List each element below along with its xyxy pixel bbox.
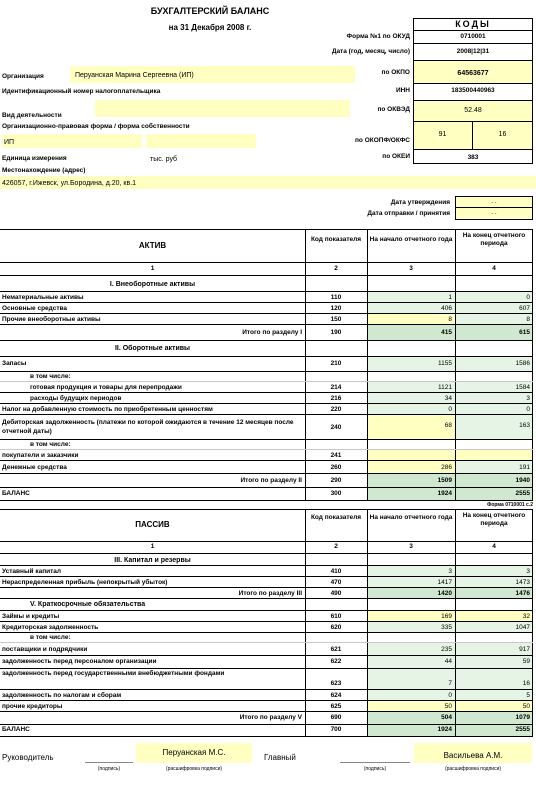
asset-row-label: Итого по разделу II: [240, 477, 302, 484]
liability-row-label: БАЛАНС: [2, 726, 30, 733]
asset-row-label: в том числе:: [30, 373, 71, 380]
liability-row-label: задолженность перед государственными внебюджетными фондами: [2, 670, 225, 677]
inn-value: 183500440963: [451, 87, 495, 94]
asset-row-start: 68: [444, 422, 452, 429]
asset-row-start: 1509: [437, 477, 452, 484]
asset-row-label: Дебиторская задолженность (платежи по которой ожидаются в течение 12 месяцев после отчетной даты): [2, 419, 294, 436]
asset-row-label: БАЛАНС: [2, 490, 30, 497]
asset-row-label: Прочие внеоборотные активы: [2, 316, 101, 323]
liability-row-label: прочие кредиторы: [2, 703, 63, 710]
section-3-title: III. Капитал и резервы: [114, 557, 191, 564]
liability-row-code: 621: [330, 646, 342, 653]
ownership-form-value: ИП: [4, 139, 15, 146]
okfs-value: 16: [498, 131, 507, 138]
asset-row-code: 120: [330, 305, 342, 312]
liability-row-code: 622: [330, 658, 342, 665]
ownership-form-label: Организационно-правовая форма / форма собственности: [2, 123, 190, 130]
liability-row-label: Займы и кредиты: [2, 613, 60, 620]
asset-row-start: 1155: [438, 360, 452, 367]
asset-row-start: 0: [448, 406, 452, 413]
liability-row-code: 610: [330, 613, 342, 620]
approval-date-value: . .: [491, 198, 497, 205]
asset-row-start: 1: [448, 294, 452, 301]
liability-row-code: 625: [330, 703, 342, 710]
liability-row-end: 5: [526, 692, 530, 699]
asset-row-end: 163: [519, 422, 530, 429]
address-label: Местонахождение (адрес): [2, 167, 86, 174]
asset-row-code: 290: [330, 477, 342, 484]
liability-row-code: 470: [330, 579, 342, 586]
chief-sign-caption: (подпись): [363, 766, 387, 772]
asset-row-label: в том числе:: [30, 441, 71, 448]
liability-row-start: 50: [444, 703, 452, 710]
liability-row-end: 32: [522, 613, 530, 620]
date-value: 2008|12|31: [456, 48, 490, 55]
address-value: 426057, г.Ижевск, ул.Бородина, д.20, кв.1: [2, 180, 137, 187]
liability-row-start: 7: [448, 680, 452, 687]
liability-row-label: задолженность перед персоналом организации: [2, 658, 157, 665]
chief-name: Васильева А.М.: [443, 751, 503, 760]
asset-row-code: 110: [330, 294, 342, 301]
asset-row-label: Итого по разделу I: [242, 329, 302, 336]
okei-value: 383: [467, 154, 479, 161]
head-sign-caption: (подпись): [97, 766, 121, 772]
approval-date-label: Дата утверждения: [390, 199, 450, 206]
section-1-title: I. Внеоборотные активы: [109, 281, 196, 288]
form-note: Форма 0710001 с.2: [487, 502, 533, 508]
assets-start-header: На начало отчетного года: [369, 236, 453, 243]
section-5-title: V. Краткосрочные обязательства: [30, 601, 146, 608]
okved-label: по ОКВЭД: [377, 106, 410, 113]
asset-row-start: 1121: [438, 384, 452, 391]
liability-row-start: 1924: [437, 726, 452, 733]
okopf-label: по ОКОПФ/ОКФС: [355, 137, 410, 144]
liabilities-end-header: На конец отчетного периода: [462, 512, 526, 528]
unit-label: Единица измерения: [2, 155, 67, 162]
asset-row-label: покупатели и заказчики: [2, 452, 79, 459]
asset-row-start: 286: [441, 464, 452, 471]
asset-row-code: 216: [330, 395, 342, 402]
asset-row-code: 190: [330, 329, 342, 336]
asset-row-code: 240: [330, 424, 342, 431]
liability-row-start: 235: [441, 646, 452, 653]
chief-name-caption: (расшифровка подписи): [444, 766, 502, 772]
codes-title: КОДЫ: [455, 19, 491, 29]
okpo-label: по ОКПО: [381, 69, 410, 76]
date-label: Дата (год, месяц, число): [331, 48, 410, 55]
org-value: Перуанская Марина Сергеевна (ИП): [75, 72, 194, 79]
asset-row-end: 607: [519, 305, 530, 312]
liability-row-label: в том числе:: [30, 634, 71, 641]
asset-row-start: 406: [441, 305, 452, 312]
asset-row-label: Нематериальные активы: [2, 294, 84, 301]
chief-label: Главный: [264, 753, 296, 762]
liability-row-end: 1476: [515, 590, 530, 597]
asset-row-label: Запасы: [2, 360, 27, 367]
liability-row-end: 1079: [515, 714, 530, 721]
liabilities-title: ПАССИВ: [135, 520, 170, 529]
asset-row-code: 214: [330, 384, 342, 391]
liability-row-end: 1473: [515, 579, 530, 586]
liability-row-end: 1047: [515, 624, 530, 631]
asset-row-end: 0: [526, 294, 530, 301]
liability-row-end: 2555: [515, 726, 530, 733]
inn-row-label: Идентификационный номер налогоплательщика: [2, 88, 161, 95]
asset-row-code: 220: [330, 406, 342, 413]
activity-label: Вид деятельности: [2, 112, 62, 119]
asset-row-code: 241: [330, 452, 342, 459]
liabilities-col-num-3: 3: [409, 543, 413, 550]
liability-row-end: 59: [522, 658, 530, 665]
liability-row-code: 490: [330, 590, 342, 597]
inn-label: ИНН: [395, 87, 410, 94]
liability-row-start: 1420: [437, 590, 452, 597]
liability-row-label: Итого по разделу III: [238, 590, 302, 597]
asset-row-label: Денежные средства: [2, 464, 67, 471]
okud-value: 0710001: [460, 33, 486, 40]
asset-row-end: 1584: [515, 384, 530, 391]
liability-row-code: 620: [330, 624, 342, 631]
org-label: Организация: [2, 73, 44, 80]
asset-row-end: 0: [526, 406, 530, 413]
asset-row-label: Основные средства: [2, 305, 68, 312]
liability-row-end: 16: [522, 680, 530, 687]
assets-code-header: Код показателя: [310, 236, 362, 243]
liability-row-start: 169: [441, 613, 452, 620]
sent-date-value: . .: [491, 209, 497, 216]
assets-col-num-4: 4: [492, 265, 496, 272]
asset-row-start: 415: [441, 329, 452, 336]
okud-label: Форма №1 по ОКУД: [346, 33, 410, 40]
liability-row-code: 700: [330, 726, 342, 733]
asset-row-label: готовая продукция и товары для перепродажи: [30, 384, 182, 391]
head-label: Руководитель: [2, 753, 54, 762]
asset-row-label: расходы будущих периодов: [30, 395, 122, 402]
liability-row-label: задолженность по налогам и сборам: [2, 692, 122, 699]
asset-row-code: 150: [330, 316, 342, 323]
assets-col-num-1: 1: [150, 265, 155, 272]
assets-title: АКТИВ: [138, 241, 167, 250]
okpo-value: 64563677: [457, 70, 489, 77]
document-date: на 31 Декабря 2008 г.: [168, 23, 252, 32]
okei-label: по ОКЕИ: [382, 153, 410, 160]
liabilities-col-num-2: 2: [334, 543, 338, 550]
assets-end-header: На конец отчетного периода: [462, 232, 526, 248]
asset-row-start: 1924: [437, 490, 452, 497]
liability-row-label: поставщики и подрядчики: [2, 646, 88, 653]
assets-col-num-2: 2: [334, 265, 338, 272]
asset-row-code: 210: [330, 360, 342, 367]
head-name-caption: (расшифровка подписи): [165, 766, 223, 772]
liability-row-start: 504: [441, 714, 452, 721]
asset-row-label: Налог на добавленную стоимость по приобретенным ценностям: [2, 406, 213, 413]
asset-row-end: 3: [526, 395, 530, 402]
liabilities-col-num-4: 4: [492, 543, 496, 550]
liability-row-end: 50: [522, 703, 530, 710]
asset-row-start: 34: [444, 395, 452, 402]
liability-row-code: 624: [330, 692, 342, 699]
asset-row-end: 1586: [515, 360, 530, 367]
liability-row-code: 410: [330, 568, 342, 575]
liability-row-end: 3: [526, 568, 530, 575]
liability-row-code: 623: [330, 680, 342, 687]
head-name: Перуанская М.С.: [162, 748, 226, 757]
liabilities-col-num-1: 1: [150, 543, 155, 550]
liability-row-label: Уставный капитал: [2, 568, 62, 575]
asset-row-end: 8: [526, 316, 530, 323]
liability-row-start: 0: [448, 692, 452, 699]
liability-row-start: 335: [441, 624, 452, 631]
section-2-title: II. Оборотные активы: [114, 345, 191, 352]
unit-value: тыс. руб: [150, 156, 178, 163]
liabilities-code-header: Код показателя: [310, 514, 362, 521]
liability-row-start: 44: [444, 658, 452, 665]
liability-row-code: 690: [330, 714, 342, 721]
liability-row-label: Итого по разделу V: [239, 714, 302, 721]
assets-col-num-3: 3: [409, 265, 413, 272]
asset-row-code: 300: [330, 490, 342, 497]
asset-row-end: 615: [519, 329, 530, 336]
liability-row-start: 3: [448, 568, 452, 575]
liabilities-start-header: На начало отчетного года: [369, 514, 453, 521]
sent-date-label: Дата отправки / принятия: [367, 210, 450, 217]
asset-row-start: 8: [448, 316, 452, 323]
asset-row-end: 2555: [515, 490, 530, 497]
document-title: БУХГАЛТЕРСКИЙ БАЛАНС: [150, 6, 270, 16]
okopf-value: 91: [438, 131, 447, 138]
okved-value: 52.48: [464, 107, 482, 114]
liability-row-end: 917: [519, 646, 530, 653]
asset-row-end: 1940: [515, 477, 530, 484]
asset-row-end: 191: [519, 464, 530, 471]
asset-row-code: 260: [330, 464, 342, 471]
liability-row-label: Кредиторская задолженность: [2, 624, 99, 631]
liability-row-start: 1417: [437, 579, 452, 586]
liability-row-label: Нераспределенная прибыль (непокрытый убыток): [2, 579, 168, 586]
